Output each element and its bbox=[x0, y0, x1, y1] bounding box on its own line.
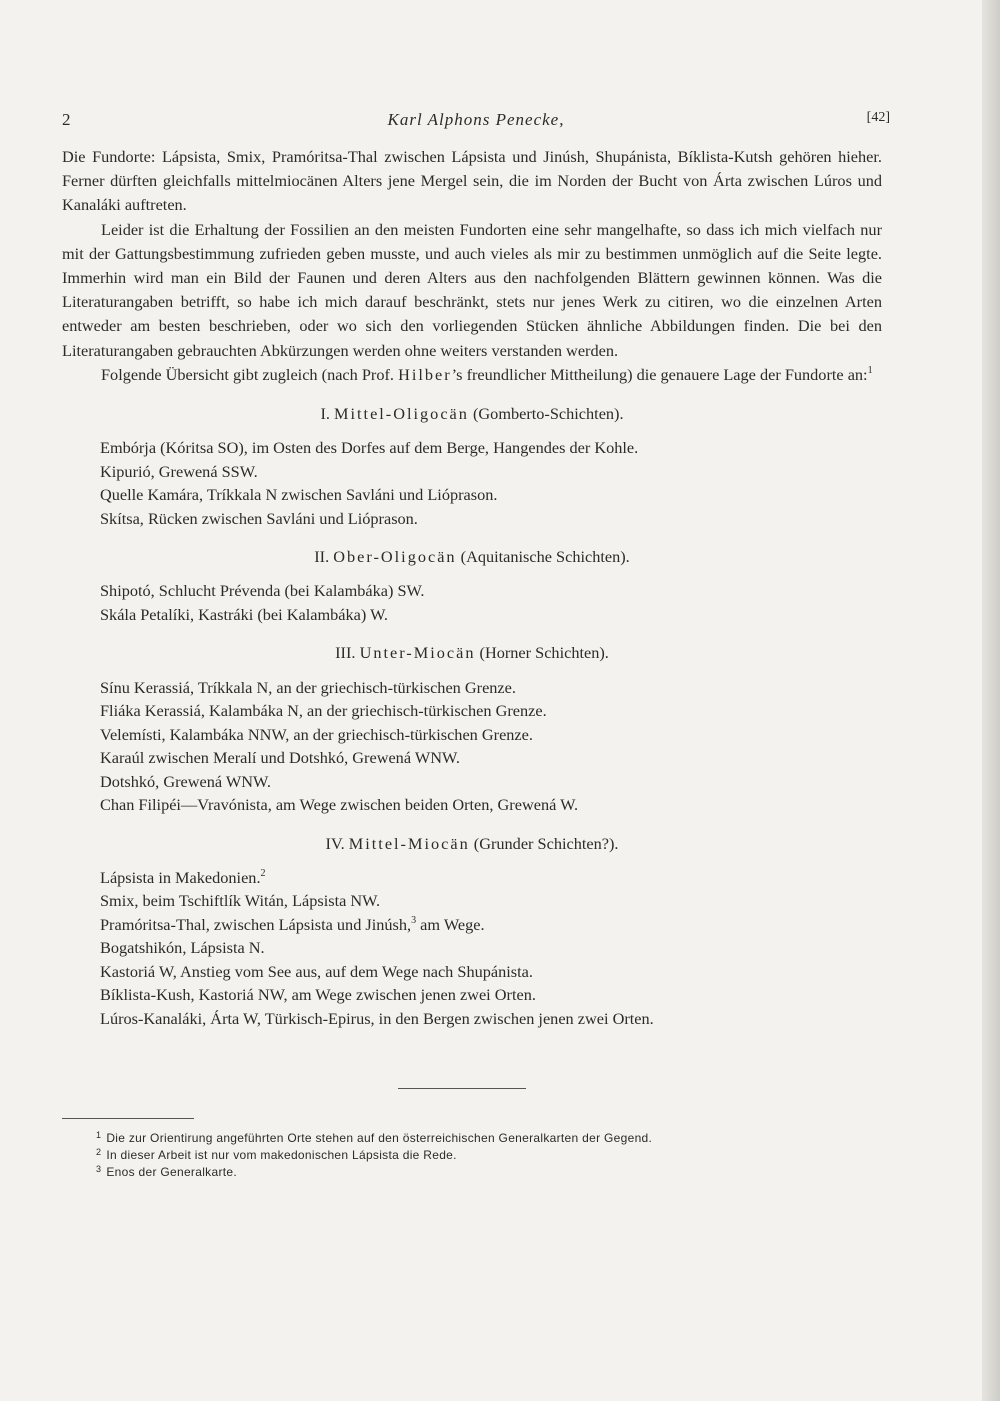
uebersicht-text-start: Folgende Übersicht gibt zugleich (nach Prof. bbox=[101, 364, 394, 384]
footnotes bbox=[96, 1130, 652, 1181]
main-text bbox=[62, 145, 882, 1030]
section-mittel-miocaen bbox=[62, 832, 882, 1031]
locality-line: Bíklista-Kush, Kastoriá NW, am Wege zwischen jenen zwei Orten. bbox=[100, 985, 536, 1005]
page-reference: [42] bbox=[866, 110, 890, 125]
section-ober-oligocaen bbox=[62, 545, 882, 626]
locality-line: Karaúl zwischen Meralí und Dotshkó, Grewená WNW. bbox=[100, 748, 460, 768]
locality-line: Dotshkó, Grewená WNW. bbox=[100, 771, 271, 791]
footnote: $^1$ Die zur Orientirung angeführten Orte stehen auf den österreichischen Generalkarten der Gegend. bbox=[96, 1130, 653, 1145]
locality-line: Embórja (Kóritsa SO), im Osten des Dorfes auf dem Berge, Hangendes der Kohle. bbox=[100, 438, 639, 458]
paragraph-erhaltung: Leider ist die Erhaltung der Fossilien an den meisten Fundorten eine sehr mangelhafte, so dass ich mich vielfach nur mit der Gattungsbestimmung zufrieden geben musste, und auch vieles als mir zu bestimmen unmöglich auf die Seite legte. Immerhin wird man ein Bild der Faunen und deren Alters aus den nachfolgenden Blättern gewinnen können. Was die Literaturangaben betrifft, so habe ich mich darauf beschränkt, stets nur jenes Werk zu citiren, wo die einzelnen Arten entweder am besten beschrieben, oder wo sich den vorliegenden Stücken ähnliche Abbildungen finden. Die bei den Literaturangaben gebrauchten Abkürzungen werden ohne weiters verstanden werden. bbox=[62, 219, 882, 360]
footnote-rule bbox=[62, 1118, 194, 1119]
section-end-rule bbox=[398, 1088, 526, 1089]
section-heading: I. Mittel-Oligocän (Gomberto-Schichten). bbox=[320, 404, 624, 424]
locality-line: Shipotó, Schlucht Prévenda (bei Kalambáka) SW. bbox=[100, 581, 425, 601]
locality-line: Pramóritsa-Thal, zwischen Lápsista und Jinúsh,$^3$ am Wege. bbox=[100, 914, 485, 934]
footnote-ref-3[interactable]: 3 bbox=[411, 914, 417, 926]
footnote-ref-1[interactable]: 1 bbox=[867, 364, 873, 376]
locality-line: Skála Petalíki, Kastráki (bei Kalambáka) W. bbox=[100, 604, 389, 624]
uebersicht-text-end: ’s freundlicher Mittheilung) die genauere Lage der Fundorte an: bbox=[451, 364, 868, 384]
locality-line: Quelle Kamára, Tríkkala N zwischen Savláni und Lióprason. bbox=[100, 485, 498, 505]
page-edge bbox=[982, 0, 1000, 1401]
section-heading: II. Ober-Oligocän (Aquitanische Schichten). bbox=[314, 547, 630, 567]
footnote-ref-2[interactable]: 2 bbox=[260, 867, 266, 879]
running-title-author: Karl Alphons Penecke, bbox=[387, 110, 565, 129]
section-mittel-oligocaen bbox=[62, 402, 882, 530]
section-unter-miocaen bbox=[62, 641, 882, 816]
locality-line: Velemísti, Kalambáka NNW, an der griechisch-türkischen Grenze. bbox=[100, 724, 533, 744]
locality-line: Kastoriá W, Anstieg vom See aus, auf dem Wege nach Shupánista. bbox=[100, 961, 533, 981]
locality-line: Bogatshikón, Lápsista N. bbox=[100, 938, 265, 958]
locality-line: Skítsa, Rücken zwischen Savláni und Lióprason. bbox=[100, 508, 418, 528]
locality-line: Lúros-Kanaláki, Árta W, Türkisch-Epirus, in den Bergen zwischen jenen zwei Orten. bbox=[100, 1008, 654, 1028]
paragraph-uebersicht bbox=[62, 363, 882, 387]
locality-line: Smix, beim Tschiftlík Witán, Lápsista NW. bbox=[100, 891, 381, 911]
locality-line: Chan Filipéi—Vravónista, am Wege zwischen beiden Orten, Grewená W. bbox=[100, 795, 579, 815]
name-hilber: Hilber bbox=[398, 364, 452, 384]
footnote: $^3$ Enos der Generalkarte. bbox=[96, 1164, 237, 1179]
locality-line: Kipurió, Grewená SSW. bbox=[100, 461, 258, 481]
paragraph-fundorte: Die Fundorte: Lápsista, Smix, Pramóritsa-Thal zwischen Lápsista und Jinúsh, Shupánista, Bíklista-Kutsh gehören hieher. Ferner dürften gleichfalls mittelmiocänen Alters jene Mergel sein, die im Norden der Bucht von Árta zwischen Lúros und Kanaláki auftreten. bbox=[62, 147, 882, 215]
locality-line: Sínu Kerassiá, Tríkkala N, an der griechisch-türkischen Grenze. bbox=[100, 677, 516, 697]
running-header bbox=[62, 110, 890, 134]
locality-line: Lápsista in Makedonien.$^2$ bbox=[100, 867, 266, 887]
locality-line: Fliáka Kerassiá, Kalambáka N, an der griechisch-türkischen Grenze. bbox=[100, 701, 547, 721]
footnote: $^2$ In dieser Arbeit ist nur vom makedonischen Lápsista die Rede. bbox=[96, 1147, 457, 1162]
section-heading: IV. Mittel-Miocän (Grunder Schichten?). bbox=[325, 833, 619, 853]
page-number: 2 bbox=[62, 110, 71, 129]
section-heading: III. Unter-Miocän (Horner Schichten). bbox=[335, 643, 609, 663]
